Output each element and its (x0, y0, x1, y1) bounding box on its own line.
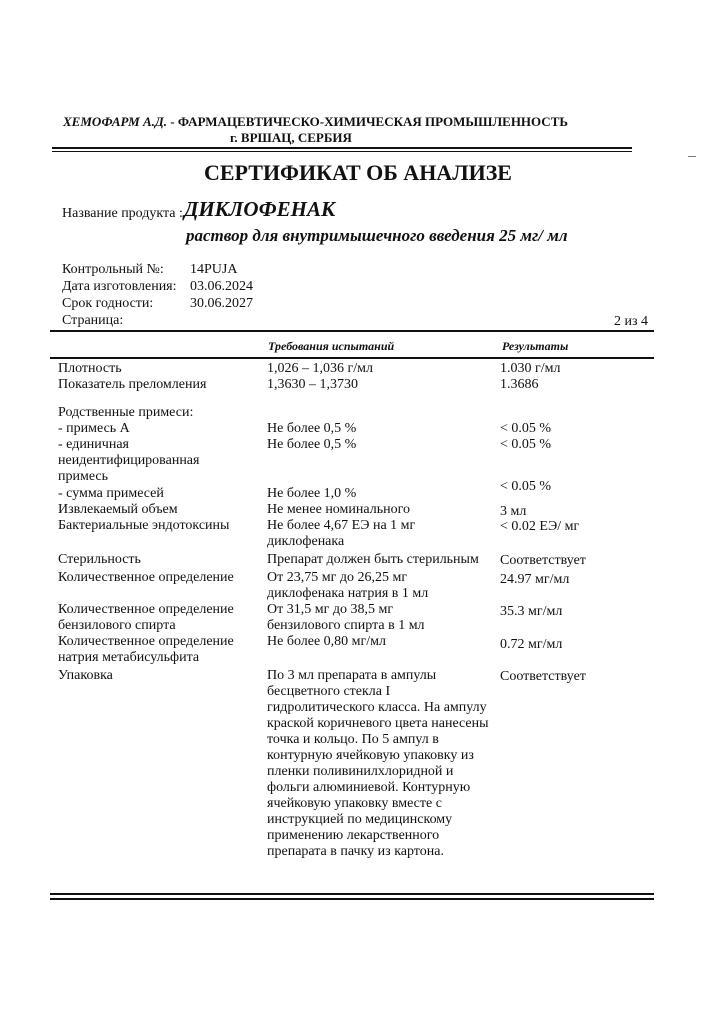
row-requirement: Препарат должен быть стерильным (267, 552, 479, 567)
row-requirement: Не менее номинального (267, 502, 410, 517)
manufacture-date-value: 03.06.2024 (190, 279, 253, 294)
control-number-value: 14PUJA (190, 262, 238, 277)
row-result: 1.3686 (500, 377, 539, 392)
row-result: 3 мл (500, 504, 527, 519)
company-city: г. ВРШАЦ, СЕРБИЯ (230, 130, 352, 145)
document-title: СЕРТИФИКАТ ОБ АНАЛИЗЕ (204, 160, 512, 185)
row-requirement: 1,3630 – 1,3730 (267, 377, 358, 392)
table-bottom-rule (50, 893, 654, 895)
margin-mark (688, 156, 696, 157)
header-rule-thin (52, 151, 632, 152)
row-result: 0.72 мг/мл (500, 637, 563, 652)
row-result: 35.3 мг/мл (500, 604, 563, 619)
row-result: < 0.02 ЕЭ/ мг (500, 519, 580, 534)
row-name: Количественное определение (58, 570, 234, 585)
row-name: - единичная неидентифицированная примесь (58, 437, 200, 484)
product-description: раствор для внутримышечного введения 25 мг/ мл (186, 226, 568, 245)
manufacture-date-label: Дата изготовления: (62, 279, 177, 294)
row-result: 24.97 мг/мл (500, 572, 570, 587)
row-name: - примесь А (58, 421, 130, 436)
table-header-rule (50, 357, 654, 359)
page-label: Страница: (62, 313, 124, 328)
row-name: Количественное определение бензилового спирта (58, 602, 234, 633)
row-name: Количественное определение натрия метабисульфита (58, 634, 234, 665)
row-result: Соответствует (500, 553, 586, 568)
company-header (63, 114, 568, 130)
product-name: ДИКЛОФЕНАК (184, 197, 336, 221)
requirements-column-header: Требования испытаний (268, 339, 395, 353)
row-name: - сумма примесей (58, 486, 164, 501)
row-name: Показатель преломления (58, 377, 207, 392)
row-requirement: Не более 0,5 % (267, 421, 357, 436)
row-name: Стерильность (58, 552, 141, 567)
row-result: < 0.05 % (500, 437, 552, 452)
row-result: Соответствует (500, 669, 586, 684)
row-requirement: Не более 4,67 ЕЭ на 1 мг диклофенака (267, 518, 416, 549)
row-result: < 0.05 % (500, 421, 552, 436)
expiry-date-value: 30.06.2027 (190, 296, 253, 311)
results-column-header: Результаты (502, 339, 569, 353)
row-result: 1.030 г/мл (500, 361, 561, 376)
row-name: Бактериальные эндотоксины (58, 518, 230, 533)
company-name: ХЕМОФАРМ А.Д. (63, 114, 167, 129)
row-name: Извлекаемый объем (58, 502, 178, 517)
row-name: Упаковка (58, 668, 113, 683)
table-bottom-rule-2 (50, 898, 654, 900)
expiry-date-label: Срок годности: (62, 296, 154, 311)
page-number: 2 из 4 (613, 314, 648, 329)
row-requirement: Не более 1,0 % (267, 486, 357, 501)
control-number-label: Контрольный №: (62, 262, 164, 277)
row-requirement: Не более 0,80 мг/мл (267, 634, 387, 649)
row-section-title: Родственные примеси: (58, 405, 194, 420)
row-result: < 0.05 % (500, 479, 552, 494)
row-requirement: От 31,5 мг до 38,5 мг бензилового спирта в 1 мл (267, 602, 425, 633)
product-label: Название продукта : (62, 206, 183, 221)
row-requirement: По 3 мл препарата в ампулы бесцветного стекла I гидролитического класса. На ампулу краской коричневого цвета нанесены точка и кольцо. По 5 ампул в контурную ячейковую упаковку из пленки поливинилхлоридной и фольги алюминиевой. Контурную ячейковую упаковку вместе с инструкцией по медицинскому применению лекарственного препарата в пачку из картона. (267, 668, 489, 859)
row-name: Плотность (58, 361, 122, 376)
header-rule (52, 147, 632, 149)
industry: - ФАРМАЦЕВТИЧЕСКО-ХИМИЧЕСКАЯ ПРОМЫШЛЕННОСТЬ (167, 114, 568, 129)
row-requirement: Не более 0,5 % (267, 437, 357, 452)
row-requirement: От 23,75 мг до 26,25 мг диклофенака натрия в 1 мл (267, 570, 429, 601)
table-top-rule (50, 330, 654, 332)
row-requirement: 1,026 – 1,036 г/мл (267, 361, 373, 376)
